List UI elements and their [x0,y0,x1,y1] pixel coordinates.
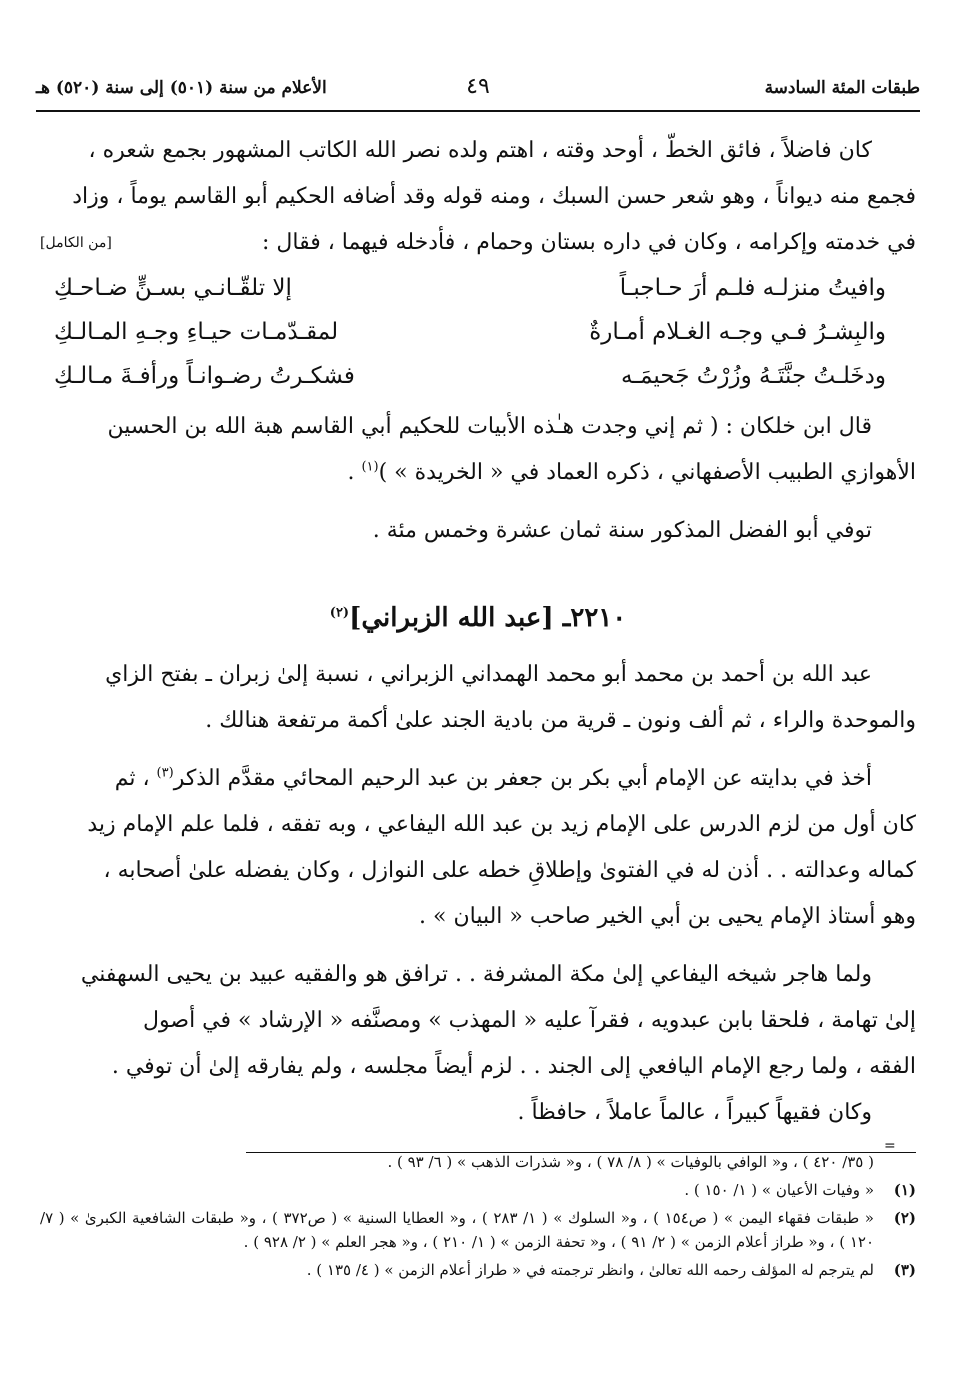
verse-second-hemistich: إلا تلقّـانـي بسـنٍّ ضـاحـكِ [54,275,292,301]
header-section-title: طبقات المئة السادسة [764,78,920,98]
paragraph-line: والموحدة والراء ، ثم ألف ونون ـ قرية من بادية الجند علىٰ أكمة مرتفعة هنالك . [205,708,916,733]
footnote-number: (٢) [893,1209,916,1227]
verse-first-hemistich: ودخَلـتُ جنَّتَـهُ وزُرْتُ جَحيمَـه [621,363,886,389]
footnote [40,1206,916,1254]
paragraph-line: الفقه ، ولما رجع الإمام اليافعي إلى الجند . . لزم أيضاً مجلسه ، ولم يفارقه إلىٰ أن توفي . [111,1054,916,1079]
main-text [40,128,916,1136]
quote-end: . [347,460,362,485]
paragraph-line: كان فاضلاً ، فائق الخطّ ، أوحد وقته ، اهتم ولده نصر الله الكاتب المشهور بجمع شعره ، [88,138,872,163]
footnote-continued [40,1150,916,1174]
header-range-title: الأعلام من سنة (٥٠١) إلى سنة (٥٢٠) هـ [36,78,327,98]
paragraph-line: إلىٰ تهامة ، فلحقا بابن عبدويه ، فقرآ عليه « المهذب » ومصنَّفه « الإرشاد » في أصول [143,1008,916,1033]
footnote-ref: (١) [361,459,379,475]
page-number: ٤٩ [466,74,490,99]
paragraph-line-with-meter [40,220,916,266]
quote-text: الأهوازي الطبيب الأصفهاني ، ذكره العماد في « الخريدة » ) [378,460,916,485]
running-header [36,72,920,106]
entry-title [40,596,916,640]
footnote-number: (١) [893,1181,916,1199]
paragraph-line: في خدمته وإكرامه ، وكان في داره بستان وحمام ، فأدخله فيهما ، فقال : [261,230,916,255]
poem-verse [40,354,916,398]
header-rule [36,110,920,112]
death-note: توفي أبو الفضل المذكور سنة ثمان عشرة وخمس مئة . [372,518,872,543]
poem-verse [40,266,916,310]
paragraph-text: أخذ في بدايته عن الإمام أبي بكر بن جعفر بن عبد الرحيم المحائي مقدَّم الذكر [173,766,872,791]
paragraph-line [40,756,916,802]
footnote [40,1178,916,1202]
footnote-text: « وفيات الأعيان » ( ١/ ١٥٠ ) . [684,1181,874,1199]
paragraph-text: ، ثم [114,766,157,791]
footnote-number: (٣) [893,1261,916,1279]
quote-line [40,450,916,496]
entry-title-text: ٢٢١٠ـ [عبد الله الزبراني] [349,603,627,633]
quote-line: قال ابن خلكان : ( ثم إني وجدت هـٰذه الأبيات للحكيم أبي القاسم هبة الله بن الحسين [107,414,872,439]
footnote-text: ( ٣٥/ ٤٢٠ ) ، و« الوافي بالوفيات » ( ٨/ ٧٨ ) ، و« شذرات الذهب » ( ٦/ ٩٣ ) . [387,1153,874,1171]
paragraph-line: كماله وعدالته . . أذن له في الفتوىٰ وإطلاقِ خطه على النوازل ، وكان يفضله علىٰ أصحابه ، [103,858,916,883]
footnote-text: « طبقات فقهاء اليمن » ( ص١٥٤ ) ، و« السلوك » ( ١/ ٢٨٣ ) ، و« العطايا السنية » ( ص٣٧٢ ) ، و« طبقات الشافعية الكبرىٰ » ( ٧/ ١٢٠ ) ، و« طراز أعلام الزمن » ( ٢/ ٩١ ) ، و« تحفة الزمن » ( ١/ ٢١٠ ) ، و« هجر العلم » ( ٢/ ٩٢٨ ) . [40,1209,874,1251]
footnote-ref: (٢) [329,605,350,621]
paragraph-line: ولما هاجر شيخه اليفاعي إلىٰ مكة المشرفة . . ترافق هو والفقيه عبيد بن يحيى السهفني [80,962,872,987]
verse-second-hemistich: فشكـرتُ رضـوانـاً ورأفـةَ مـالـكِ [54,363,355,389]
footnote-ref: (٣) [156,765,174,781]
footnote-text: لم يترجم له المؤلف رحمه الله تعالىٰ ، وانظر ترجمته في « طراز أعلام الزمن » ( ٤/ ١٣٥ ) . [306,1261,874,1279]
paragraph-line: كان أول من لزم الدرس على الإمام زيد بن عبد الله اليفاعي ، وبه تفقه ، فلما علم الإمام زيد [87,812,916,837]
paragraph-line: وهو أستاذ الإمام يحيى بن أبي الخير صاحب « البيان » . [419,904,916,929]
verse-second-hemistich: لمقـدّمـات حيـاءِ وجـهِ المـالـكِ [54,319,339,345]
footnote-continuation-mark: = [884,1138,896,1154]
paragraph-line: وكان فقيهاً كبيراً ، عالماً عاملاً ، حافظاً . [517,1100,872,1125]
paragraph-line: عبد الله بن أحمد بن محمد أبو محمد الهمداني الزبراني ، نسبة إلىٰ زبران ـ بفتح الزاي [105,662,872,687]
footnotes [40,1150,916,1286]
footnote [40,1258,916,1282]
verse-first-hemistich: والبِشـرُ فـي وجـه الغـلام أمـارةٌ [589,319,886,345]
verse-first-hemistich: وافيتُ منزلـه فلـم أرَ حـاجبـاً [619,275,886,301]
meter-label: [من الكامل] [40,235,112,251]
poem-verse [40,310,916,354]
paragraph-line: فجمع منه ديواناً ، وهو شعر حسن السبك ، ومنه قوله وقد أضافه الحكيم أبو القاسم يوماً ، وزاد [72,184,916,209]
poem [40,266,916,398]
